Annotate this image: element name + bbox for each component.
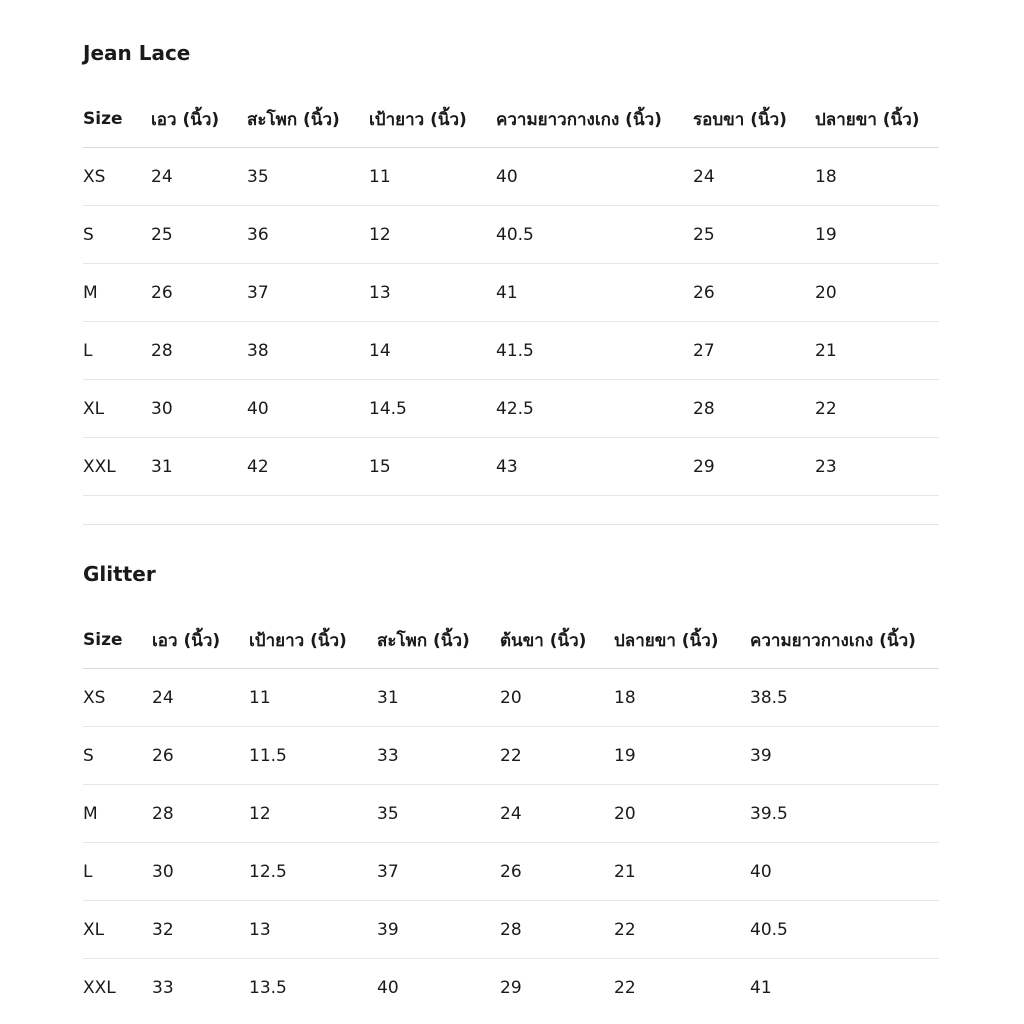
table-cell: 41.5 <box>496 322 693 380</box>
table-cell: 33 <box>152 977 174 998</box>
table-cell: XL <box>83 380 151 438</box>
table-row <box>83 380 939 438</box>
table-cell: 43 <box>496 438 693 496</box>
table-cell: 35 <box>377 785 500 843</box>
table-cell: 18 <box>614 669 750 727</box>
table-cell: 25 <box>693 206 815 264</box>
table-cell: 26 <box>152 727 249 785</box>
section-title: Glitter <box>83 562 156 586</box>
table-cell: 30 <box>152 843 249 901</box>
table-cell: 13 <box>249 901 377 959</box>
size-chart-jean-lace <box>83 38 939 477</box>
table-row <box>83 438 939 496</box>
table-cell: 38.5 <box>750 669 939 727</box>
table-cell: 40.5 <box>750 901 939 959</box>
table-cell: 26 <box>500 843 614 901</box>
table-row <box>83 727 939 785</box>
table-cell: 20 <box>500 669 614 727</box>
table-cell: 40.5 <box>496 206 693 264</box>
table-cell: 18 <box>815 148 939 206</box>
table-row <box>83 148 939 206</box>
table-cell: 27 <box>693 322 815 380</box>
table-row <box>83 322 939 380</box>
table-cell: 23 <box>815 438 939 496</box>
table-cell: L <box>83 843 152 901</box>
table-cell: 14.5 <box>369 380 496 438</box>
size-chart-glitter <box>83 559 939 998</box>
table-cell: 21 <box>815 322 939 380</box>
table-cell: 19 <box>815 206 939 264</box>
table-row <box>83 206 939 264</box>
table-cell: 28 <box>152 785 249 843</box>
table-cell: 19 <box>614 727 750 785</box>
column-header: ความยาวกางเกง (นิ้ว) <box>750 612 939 669</box>
table-cell: 36 <box>247 206 369 264</box>
column-header: ปลายขา (นิ้ว) <box>815 91 939 148</box>
column-header: Size <box>83 612 152 669</box>
table-cell: XXL <box>83 438 151 496</box>
table-cell: 14 <box>369 322 496 380</box>
table-cell: 11 <box>249 669 377 727</box>
column-header: ความยาวกางเกง (นิ้ว) <box>496 91 693 148</box>
size-table <box>83 91 939 496</box>
column-header: ปลายขา (นิ้ว) <box>614 612 750 669</box>
section-divider <box>83 524 939 525</box>
table-cell: S <box>83 206 151 264</box>
table-cell: 13.5 <box>249 977 287 998</box>
table-cell: 24 <box>151 148 247 206</box>
table-cell: L <box>83 322 151 380</box>
table-cell: 22 <box>500 727 614 785</box>
table-row <box>83 901 939 959</box>
table-cell: 11 <box>369 148 496 206</box>
table-cell: 21 <box>614 843 750 901</box>
table-header-row <box>83 612 939 669</box>
table-row <box>83 959 939 1017</box>
table-cell: 22 <box>815 380 939 438</box>
size-table <box>83 612 939 1016</box>
table-row <box>83 669 939 727</box>
table-cell: 42 <box>247 438 369 496</box>
column-header: ต้นขา (นิ้ว) <box>500 612 614 669</box>
table-cell: XS <box>83 148 151 206</box>
column-header: เป้ายาว (นิ้ว) <box>369 91 496 148</box>
column-header: เป้ายาว (นิ้ว) <box>249 612 377 669</box>
table-cell: 24 <box>693 148 815 206</box>
column-header: สะโพก (นิ้ว) <box>377 612 500 669</box>
table-cell: 40 <box>496 148 693 206</box>
table-cell: 28 <box>500 901 614 959</box>
table-cell: 22 <box>614 977 636 998</box>
table-cell: 29 <box>693 438 815 496</box>
table-cell: XS <box>83 669 152 727</box>
table-cell: M <box>83 264 151 322</box>
table-cell: 39 <box>750 727 939 785</box>
table-cell: 11.5 <box>249 727 377 785</box>
table-cell: 42.5 <box>496 380 693 438</box>
table-cell: 28 <box>693 380 815 438</box>
table-cell: 26 <box>151 264 247 322</box>
table-cell: 37 <box>377 843 500 901</box>
table-cell: 13 <box>369 264 496 322</box>
column-header: เอว (นิ้ว) <box>152 612 249 669</box>
column-header: Size <box>83 91 151 148</box>
table-cell: 40 <box>377 977 399 998</box>
table-cell: 24 <box>152 669 249 727</box>
table-cell: 12 <box>369 206 496 264</box>
table-cell: 12 <box>249 785 377 843</box>
table-cell: 38 <box>247 322 369 380</box>
table-cell: XL <box>83 901 152 959</box>
table-cell: 41 <box>496 264 693 322</box>
table-cell: 15 <box>369 438 496 496</box>
table-cell: 37 <box>247 264 369 322</box>
table-cell: 28 <box>151 322 247 380</box>
table-cell: 26 <box>693 264 815 322</box>
table-cell: 20 <box>614 785 750 843</box>
column-header: รอบขา (นิ้ว) <box>693 91 815 148</box>
table-cell: M <box>83 785 152 843</box>
table-cell: 40 <box>750 843 939 901</box>
table-cell: 25 <box>151 206 247 264</box>
table-cell: 30 <box>151 380 247 438</box>
table-cell: 22 <box>614 901 750 959</box>
table-cell: 29 <box>500 977 522 998</box>
table-row <box>83 264 939 322</box>
section-title: Jean Lace <box>83 41 191 65</box>
table-cell: 20 <box>815 264 939 322</box>
column-header: สะโพก (นิ้ว) <box>247 91 369 148</box>
table-cell: 40 <box>247 380 369 438</box>
table-cell: XXL <box>83 977 116 998</box>
table-cell: 33 <box>377 727 500 785</box>
table-cell: 41 <box>750 977 772 998</box>
table-cell: 12.5 <box>249 843 377 901</box>
table-cell: 32 <box>152 901 249 959</box>
table-row <box>83 843 939 901</box>
table-cell: 35 <box>247 148 369 206</box>
table-cell: 39.5 <box>750 785 939 843</box>
column-header: เอว (นิ้ว) <box>151 91 247 148</box>
table-cell: 31 <box>377 669 500 727</box>
table-cell: 24 <box>500 785 614 843</box>
table-row <box>83 785 939 843</box>
table-header-row <box>83 91 939 148</box>
table-cell: 31 <box>151 438 247 496</box>
table-cell: 39 <box>377 901 500 959</box>
table-cell: S <box>83 727 152 785</box>
